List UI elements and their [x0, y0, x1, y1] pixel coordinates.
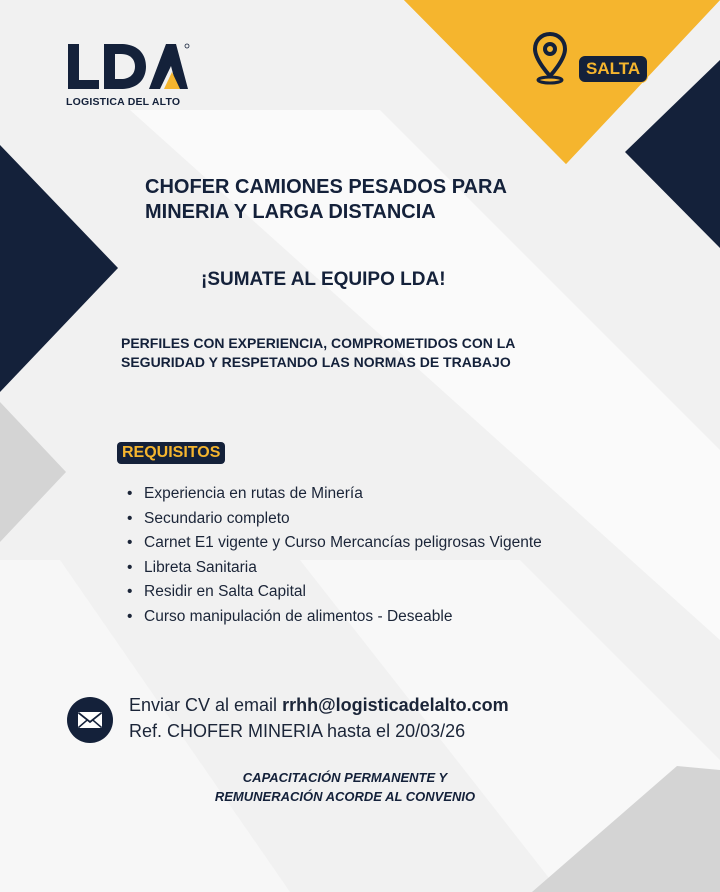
- job-title-line: MINERIA Y LARGA DISTANCIA: [145, 201, 436, 223]
- contact-email-line: [129, 692, 689, 718]
- profile-description: [121, 334, 681, 372]
- footer-line: CAPACITACIÓN PERMANENTE Y: [242, 770, 448, 785]
- send-cv-label: Enviar CV al email: [129, 695, 278, 715]
- location-badge: SALTA: [578, 55, 648, 83]
- requirement-item: • Residir en Salta Capital: [127, 580, 687, 605]
- location-pin-icon: [530, 30, 570, 86]
- lda-logo-mark: [66, 40, 191, 92]
- footer-line: REMUNERACIÓN ACORDE AL CONVENIO: [214, 789, 476, 804]
- profile-line: PERFILES CON EXPERIENCIA, COMPROMETIDOS CON LA: [121, 335, 516, 351]
- requirement-item: • Libreta Sanitaria: [127, 556, 687, 581]
- logo-subtitle: LOGISTICA DEL ALTO: [66, 96, 181, 108]
- requirements-list: [127, 482, 687, 629]
- job-reference: Ref. CHOFER MINERIA hasta el 20/03/26: [129, 721, 466, 741]
- requirement-item: • Carnet E1 vigente y Curso Mercancías peligrosas Vigente: [127, 531, 687, 556]
- grey-left-shape: [0, 402, 66, 542]
- job-title: [145, 175, 625, 225]
- envelope-icon: [67, 697, 113, 743]
- requirement-item: • Curso manipulación de alimentos - Deseable: [127, 605, 687, 630]
- navy-right-shape: [625, 60, 720, 248]
- requirements-heading: REQUISITOS: [117, 442, 225, 464]
- job-title-line: CHOFER CAMIONES PESADOS PARA: [145, 176, 507, 198]
- lda-logo: [66, 40, 196, 112]
- footer-benefits: [150, 768, 540, 806]
- requirement-item: • Experiencia en rutas de Minería: [127, 482, 687, 507]
- profile-line: SEGURIDAD Y RESPETANDO LAS NORMAS DE TRABAJO: [121, 354, 511, 370]
- requirement-item: • Secundario completo: [127, 507, 687, 532]
- slogan: ¡SUMATE AL EQUIPO LDA!: [201, 269, 446, 290]
- contact-info: [129, 692, 689, 744]
- navy-left-shape: [0, 145, 118, 392]
- contact-email[interactable]: rrhh@logisticadelalto.com: [282, 695, 509, 715]
